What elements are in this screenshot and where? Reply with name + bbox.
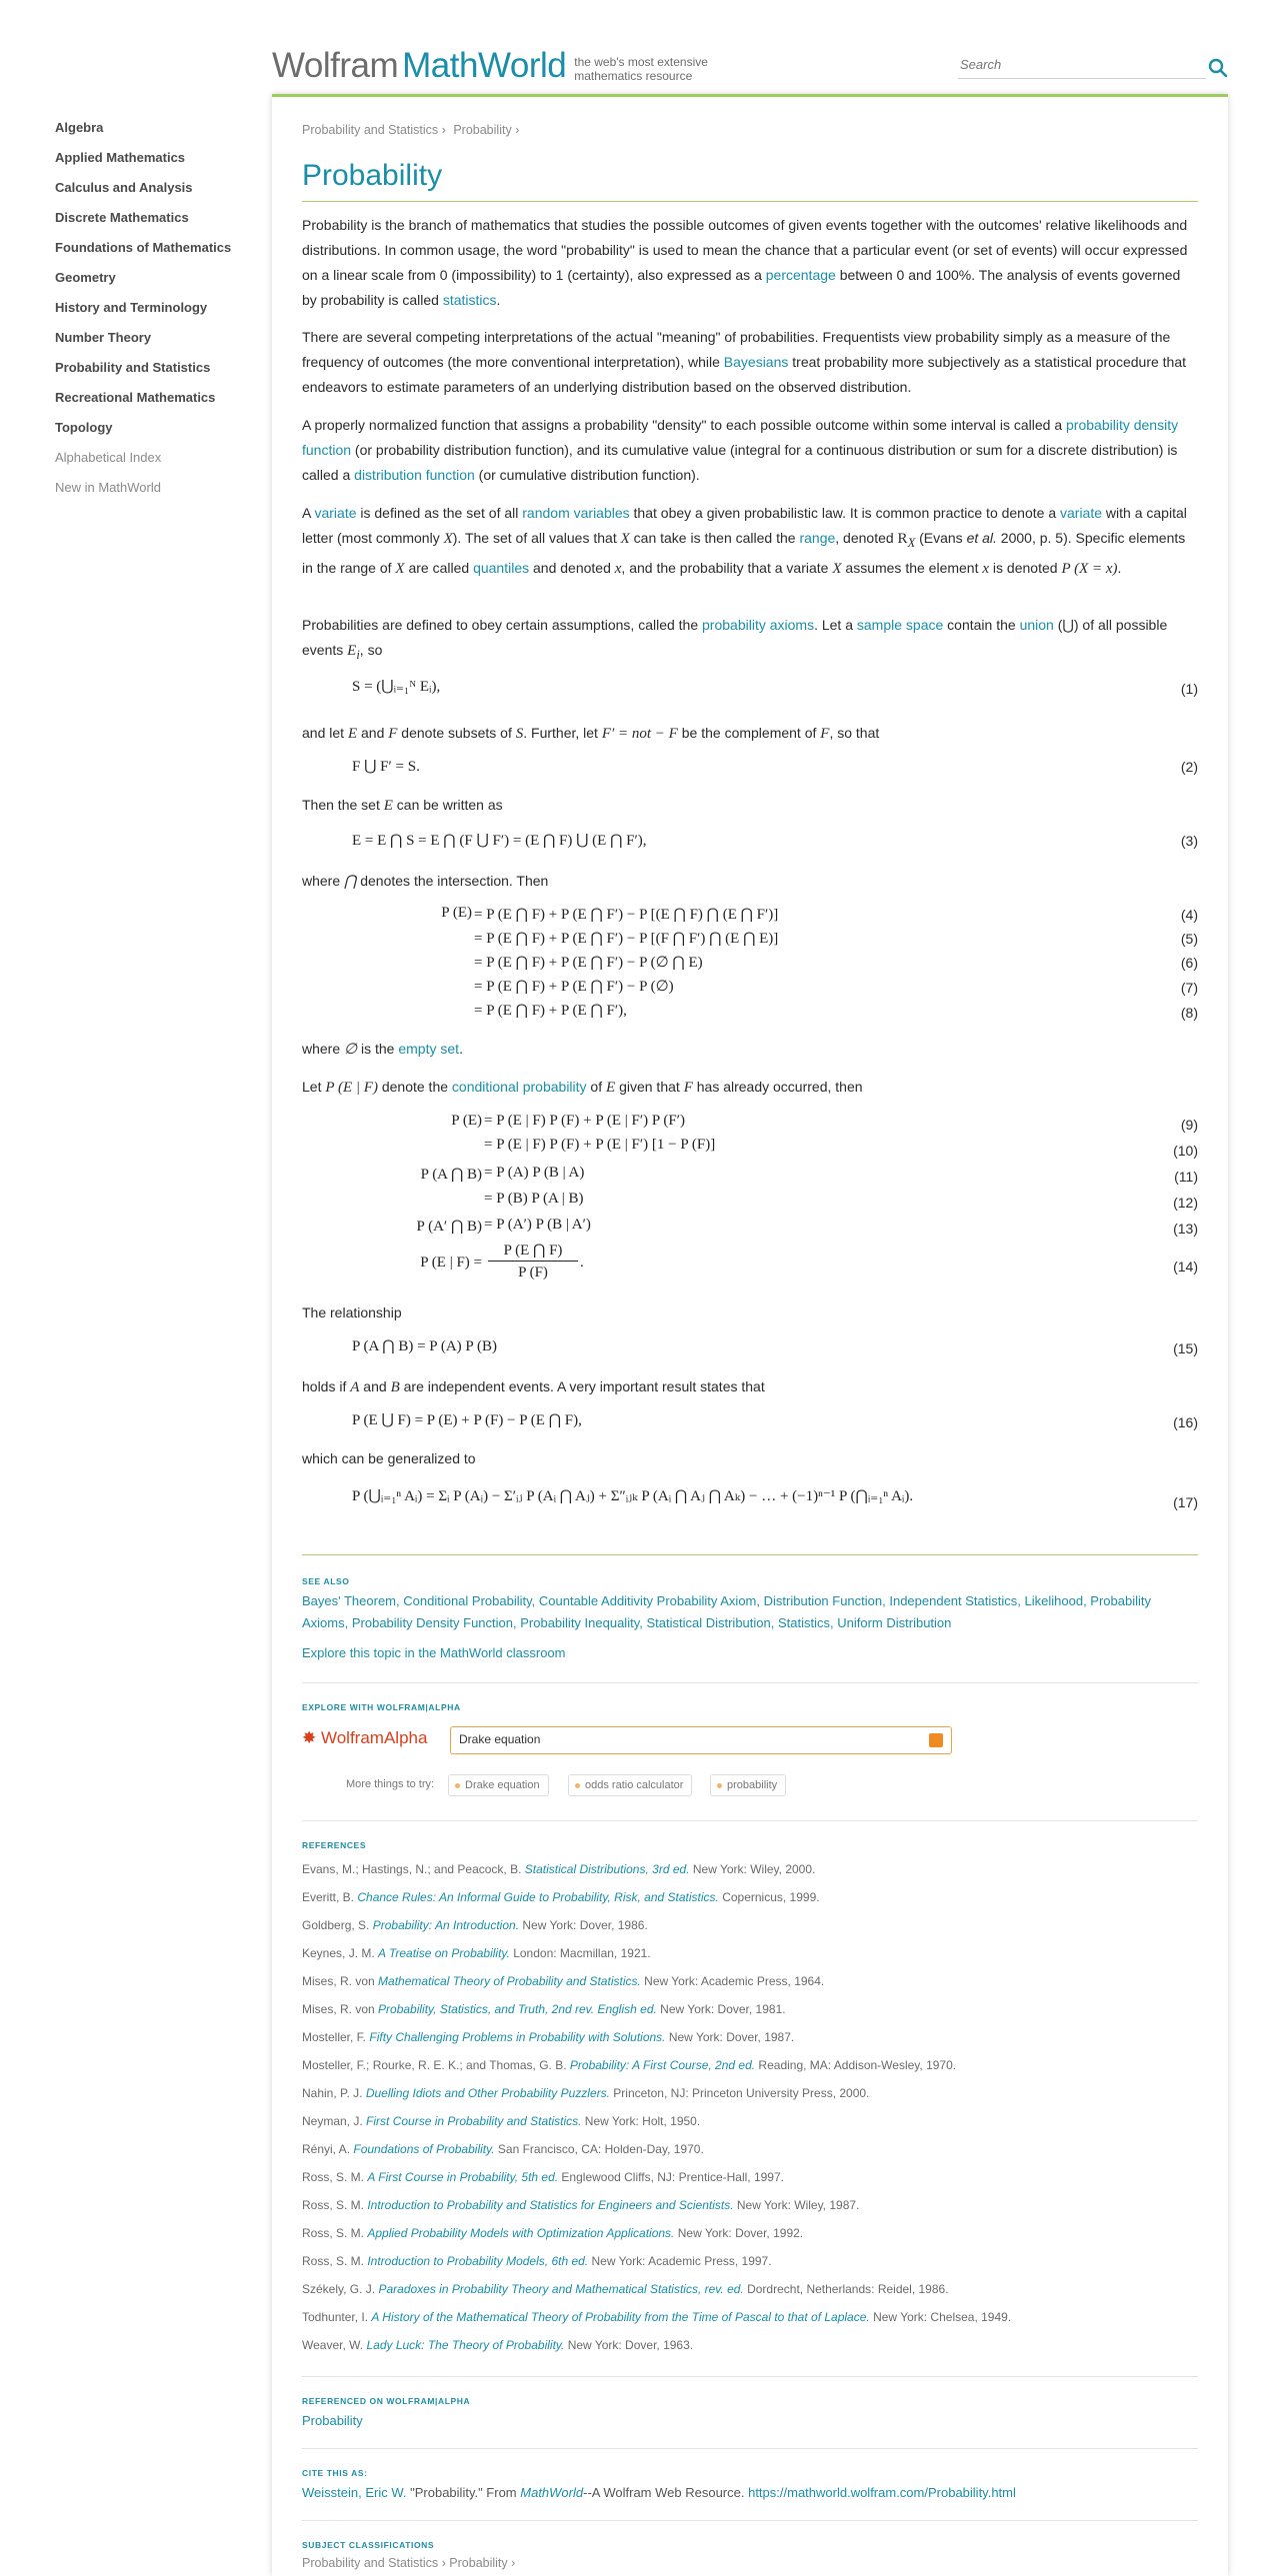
reference-title-link[interactable]: Foundations of Probability. (353, 2142, 495, 2156)
wolfram-alpha-heading: EXPLORE WITH WOLFRAM|ALPHA (302, 1702, 461, 1712)
see-also-link[interactable]: Conditional Probability (403, 1593, 532, 1608)
cite-author-link[interactable]: Weisstein, Eric W. (302, 2485, 407, 2500)
text: Probabilities are defined to obey certain assumptions, called the (302, 617, 703, 633)
text: assumes the element (841, 560, 983, 576)
link-variate[interactable]: variate (314, 505, 357, 521)
reference-author: Goldberg, S. (302, 1918, 373, 1932)
text: . Further, let (523, 725, 602, 741)
math-inline: E (347, 726, 358, 742)
math-inline: X (443, 531, 453, 547)
text-italic: et al. (966, 530, 997, 546)
equation-number: (12) (1173, 1195, 1198, 1211)
wolfram-alpha-logo[interactable] (302, 1728, 427, 1748)
equation-lhs: P (E) (441, 905, 472, 921)
link-range[interactable]: range (799, 530, 836, 546)
text: , denoted (835, 530, 898, 546)
wolfram-alpha-logo-text: WolframAlpha (320, 1728, 428, 1747)
text: and (357, 725, 389, 741)
paragraph-interpretations (302, 325, 1198, 400)
math-inline: x (614, 561, 622, 577)
sidebar-item-discrete-mathematics[interactable]: Discrete Mathematics (55, 210, 189, 225)
reference-item (302, 2310, 1011, 2324)
reference-title-link[interactable]: A First Course in Probability, 5th ed. (367, 2170, 559, 2184)
reference-item (302, 2254, 772, 2268)
reference-title-link[interactable]: Probability, Statistics, and Truth, 2nd rev. English ed. (378, 2002, 657, 2016)
reference-publisher: New York: Dover, 1981. (656, 2002, 786, 2016)
link-empty-set[interactable]: empty set (398, 1041, 460, 1057)
reference-publisher: New York: Holt, 1950. (581, 2114, 701, 2128)
equation-number: (17) (1173, 1494, 1198, 1510)
text: Then the set (302, 797, 384, 813)
text: and denoted (529, 560, 615, 576)
equation-1: S = (⋃ᵢ₌₁ᴺ Eᵢ), (352, 679, 441, 695)
sidebar-item-calculus-and-analysis[interactable]: Calculus and Analysis (55, 180, 193, 195)
equation-17: P (⋃ᵢ₌₁ⁿ Aᵢ) = Σᵢ P (Aᵢ) − Σ′ᵢⱼ P (Aᵢ ⋂ Aⱼ) + Σ″ᵢⱼₖ P (Aᵢ ⋂ Aⱼ ⋂ Aₖ) − … + (−1)ⁿ⁻¹ P (⋂ᵢ₌₁ⁿ Aᵢ). (352, 1488, 914, 1504)
math-inline: S (515, 726, 524, 742)
reference-title-link[interactable]: Lady Luck: The Theory of Probability. (366, 2338, 565, 2352)
text: is defined as the set of all (356, 505, 523, 521)
reference-title-link[interactable]: Introduction to Probability Models, 6th ed. (367, 2254, 589, 2268)
sidebar-item-history[interactable]: History and Terminology (55, 300, 208, 315)
search-box (958, 56, 1206, 79)
math-inline (897, 531, 916, 550)
reference-publisher: Dordrecht, Netherlands: Reidel, 1986. (743, 2282, 949, 2296)
math-subscript: X (907, 536, 916, 550)
see-also-link[interactable]: Probability Axioms (302, 1593, 1151, 1630)
reference-publisher: New York: Dover, 1986. (519, 1918, 648, 1932)
reference-item (302, 2114, 700, 2128)
sidebar (55, 118, 265, 508)
reference-author: Nahin, P. J. (302, 2086, 366, 2100)
text: has already occurred, then (692, 1079, 863, 1095)
reference-title-link[interactable]: Statistical Distributions, 3rd ed. (524, 1862, 690, 1876)
paragraph-set-e (302, 793, 1198, 819)
text: treat probability more subjectively as a statistical procedure that endeavors to estimate parameters of an underlying distribution based on the observed distribution. (302, 354, 1187, 395)
main-content (272, 94, 1228, 2576)
text: (⋃) of all possible events (302, 617, 1168, 658)
breadcrumb (302, 123, 523, 137)
reference-author: Ross, S. M. (302, 2198, 368, 2212)
equation-number: (15) (1173, 1340, 1198, 1356)
text: of (586, 1079, 607, 1095)
text: , and the probability that a variate (621, 560, 833, 576)
math-inline: ⋂ (344, 874, 357, 890)
equation-lhs: P (A ⋂ B) (420, 1167, 482, 1183)
reference-title-link[interactable]: Probability: An Introduction. (372, 1918, 520, 1932)
text: . Let a (814, 617, 857, 633)
equation-number: (8) (1180, 1005, 1198, 1021)
subject-heading: SUBJECT CLASSIFICATIONS (302, 2540, 435, 2550)
equation-rhs: = P (E | F) P (F) + P (E | F′) [1 − P (F)] (484, 1137, 716, 1153)
paragraph-relationship: The relationship (302, 1304, 402, 1320)
text: A (302, 505, 315, 521)
link-statistics[interactable]: statistics (442, 292, 497, 308)
math-inline: X (832, 561, 842, 577)
see-also-link[interactable]: Probability Density Function (351, 1615, 513, 1630)
text: and let (302, 725, 348, 741)
search-icon[interactable] (1208, 58, 1228, 78)
math-range-symbol: R (897, 531, 908, 547)
text: that obey a given probabilistic law. It is common practice to denote a (629, 505, 1060, 521)
paragraph-conditional (302, 1075, 1198, 1101)
tagline-line-1: the web's most extensive (574, 55, 708, 69)
breadcrumb-sep: › (515, 123, 520, 137)
text: There are several competing interpretations of the actual "meaning" of probabilities. Frequentists view probability simply as a measure of the frequency of outcomes (the more conventional interpretation), while (302, 329, 1171, 370)
text: and (359, 1378, 391, 1394)
site-logo[interactable] (272, 46, 708, 86)
text: , so that (829, 725, 880, 741)
reference-item (302, 1974, 824, 1988)
equation-lhs: P (E | F) = (420, 1255, 482, 1271)
section-divider (302, 1682, 1198, 1683)
text: is denoted (989, 560, 1062, 576)
equation-rhs: = P (E ⋂ F) + P (E ⋂ F′), (474, 1003, 627, 1019)
subject-breadcrumb: Probability and Statistics › Probability › (302, 2556, 516, 2570)
see-also-link[interactable]: Probability Inequality (520, 1615, 640, 1630)
section-divider (302, 1554, 1198, 1555)
reference-publisher: Princeton, NJ: Princeton University Press, 2000. (609, 2086, 870, 2100)
equation-rhs: = P (E ⋂ F) + P (E ⋂ F′) − P [(F ⋂ F′) ⋂ (E ⋂ E)] (474, 931, 779, 947)
paragraph-variate (302, 501, 1198, 582)
reference-publisher: New York: Wiley, 1987. (733, 2198, 860, 2212)
equation-numerator: P (E ⋂ F) (488, 1241, 578, 1262)
reference-publisher: New York: Academic Press, 1964. (640, 1974, 825, 1988)
referenced-on-link[interactable]: Probability (302, 2413, 363, 2428)
math-inline: P (E | F) (325, 1080, 378, 1096)
reference-publisher: San Francisco, CA: Holden-Day, 1970. (494, 2142, 704, 2156)
equation-lhs: P (E) (451, 1113, 482, 1129)
reference-item (302, 2058, 956, 2072)
reference-author: Everitt, B. (302, 1890, 358, 1904)
equation-number: (14) (1173, 1259, 1198, 1275)
equation-rhs: = P (A′) P (B | A′) (484, 1217, 591, 1233)
text: (or probability distribution function), and its cumulative value (integral for a continuous distribution or sum for a discrete distribution) is called a (302, 442, 1178, 483)
paragraph-subsets (302, 721, 1198, 747)
equation-denominator: P (F) (518, 1265, 548, 1281)
equation-rhs: = P (E | F) P (F) + P (E | F′) P (F′) (484, 1113, 686, 1129)
reference-item (302, 2030, 794, 2044)
reference-item (302, 1890, 820, 1904)
search-input[interactable] (958, 57, 1192, 72)
see-also-link[interactable]: Distribution Function (763, 1593, 883, 1608)
section-divider (302, 2376, 1198, 2377)
reference-author: Mosteller, F. (302, 2030, 370, 2044)
reference-item (302, 1862, 815, 1876)
math-symbol: E (347, 643, 357, 659)
equation-number: (7) (1180, 980, 1198, 996)
reference-item (302, 2002, 786, 2016)
text: . (496, 292, 501, 308)
sidebar-item-geometry[interactable]: Geometry (55, 270, 116, 285)
text: "Probability." From (406, 2485, 521, 2500)
reference-item (302, 2086, 869, 2100)
sidebar-item-probability-statistics[interactable]: Probability and Statistics (55, 360, 211, 375)
equation-number: (2) (1180, 759, 1198, 775)
more-things-label: More things to try: (346, 1778, 435, 1790)
math-inline: F′ = not − F (601, 726, 678, 742)
equation-number: (11) (1174, 1169, 1198, 1185)
see-also-links: Bayes' Theorem, Conditional Probability, Countable Additivity Probability Axiom, Distribution Function, Independent Statistics, Likelihood, Probability Axioms, Probability Density Function, Probability Inequality, Statistical Distribution, Statistics, Uniform Distribution (302, 1593, 1151, 1630)
math-inline: B (390, 1379, 400, 1395)
text: are called (404, 560, 474, 576)
wolfram-alpha-submit-button[interactable] (929, 1733, 943, 1747)
text: . (1117, 560, 1122, 576)
equation-number: (10) (1173, 1143, 1198, 1159)
cite-mathworld: MathWorld (520, 2485, 584, 2500)
paragraph-axioms (302, 613, 1198, 668)
wolfram-alpha-query-box (450, 1726, 952, 1754)
text: 2000, p. 5). Specific elements in the range of (302, 530, 1186, 576)
reference-title-link[interactable]: Introduction to Probability and Statistics for Engineers and Scientists. (367, 2198, 734, 2212)
reference-item (302, 1918, 648, 1932)
wolfram-alpha-star-icon: ✸ (302, 1728, 317, 1747)
breadcrumb-probability[interactable]: Probability (453, 123, 512, 137)
reference-title-link[interactable]: Fifty Challenging Problems in Probability with Solutions. (369, 2030, 666, 2044)
sidebar-item-foundations[interactable]: Foundations of Mathematics (55, 240, 232, 255)
see-also-link[interactable]: Bayes' Theorem (302, 1593, 397, 1608)
math-inline: ∅ (344, 1042, 358, 1058)
sidebar-item-applied-mathematics[interactable]: Applied Mathematics (55, 150, 186, 165)
paragraph-empty-set (302, 1037, 1198, 1063)
sidebar-item-algebra[interactable]: Algebra (55, 120, 104, 135)
text: are independent events. A very important result states that (399, 1378, 765, 1394)
link-probability-axioms[interactable]: probability axioms (702, 617, 815, 633)
reference-title-link[interactable]: Applied Probability Models with Optimization Applications. (367, 2226, 675, 2240)
text: (or cumulative distribution function). (474, 467, 700, 483)
math-inline: X (620, 531, 630, 547)
math-inline: E (383, 798, 393, 814)
classroom-link[interactable]: Explore this topic in the MathWorld classroom (302, 1645, 566, 1660)
see-also-link[interactable]: Statistical Distribution (646, 1615, 771, 1630)
reference-author: Neyman, J. (302, 2114, 367, 2128)
reference-publisher: New York: Dover, 1987. (665, 2030, 795, 2044)
equation-number: (13) (1173, 1221, 1198, 1237)
equation-rhs: = P (B) P (A | B) (484, 1191, 584, 1207)
reference-publisher: New York: Chelsea, 1949. (869, 2310, 1012, 2324)
reference-author: Weaver, W. (302, 2338, 367, 2352)
text: Let (302, 1079, 326, 1095)
cite-url-link[interactable]: https://mathworld.wolfram.com/Probability.html (748, 2485, 1016, 2500)
sidebar-item-alphabetical-index[interactable]: Alphabetical Index (55, 450, 162, 465)
paragraph-intersection (302, 869, 1198, 895)
section-divider (302, 2520, 1198, 2521)
text: where (302, 1041, 345, 1057)
reference-author: Evans, M.; Hastings, N.; and Peacock, B. (302, 1862, 525, 1876)
math-inline: P (X = x) (1061, 561, 1118, 577)
reference-publisher: Copernicus, 1999. (718, 1890, 820, 1904)
equation-3: E = E ⋂ S = E ⋂ (F ⋃ F′) = (E ⋂ F) ⋃ (E ⋂ F′), (352, 833, 647, 849)
text: be the complement of (677, 725, 821, 741)
link-union[interactable]: union (1019, 617, 1054, 633)
references-heading: REFERENCES (302, 1840, 367, 1850)
equation-rhs: = P (A) P (B | A) (484, 1165, 585, 1181)
reference-item (302, 2338, 693, 2352)
equation-2: F ⋃ F′ = S. (352, 759, 420, 775)
reference-author: Mises, R. von (302, 2002, 379, 2016)
text: --A Wolfram Web Resource. (583, 2485, 749, 2500)
reference-item (302, 2142, 704, 2156)
text: where (302, 873, 345, 889)
text: denotes the intersection. Then (356, 873, 549, 889)
sidebar-item-topology[interactable]: Topology (55, 420, 113, 435)
subject-link[interactable]: Probability (449, 2556, 508, 2570)
math-inline: x (982, 561, 990, 577)
reference-publisher: London: Macmillan, 1921. (509, 1946, 651, 1960)
logo-wolfram: Wolfram (272, 46, 399, 85)
cite-heading: CITE THIS AS: (302, 2468, 368, 2478)
reference-title-link[interactable]: A Treatise on Probability. (378, 1946, 510, 1960)
reference-author: Keynes, J. M. (302, 1946, 379, 1960)
see-also-link[interactable]: Statistics (777, 1615, 830, 1630)
equation-rhs: = P (E ⋂ F) + P (E ⋂ F′) − P (∅ ⋂ E) (474, 955, 703, 971)
link-random-variables[interactable]: random variables (522, 505, 630, 521)
reference-author: Todhunter, I. (302, 2310, 372, 2324)
section-divider (302, 1820, 1198, 1821)
reference-title-link[interactable]: Paradoxes in Probability Theory and Mathematical Statistics, rev. ed. (378, 2282, 744, 2296)
math-subscript: i (356, 648, 360, 662)
reference-item (302, 2170, 784, 2184)
link-percentage[interactable]: percentage (765, 267, 836, 283)
equation-number: (1) (1180, 681, 1198, 697)
paragraph-density (302, 413, 1198, 488)
title-divider (302, 201, 1198, 202)
math-inline: F (820, 726, 830, 742)
reference-title-link[interactable]: Chance Rules: An Informal Guide to Probability, Risk, and Statistics. (357, 1890, 719, 1904)
reference-publisher: New York: Wiley, 2000. (689, 1862, 816, 1876)
equation-tail: . (580, 1255, 584, 1271)
text: A properly normalized function that assigns a probability "density" to each possible outcome within some interval is called a (302, 417, 1067, 433)
text: contain the (943, 617, 1020, 633)
reference-title-link[interactable]: Duelling Idiots and Other Probability Puzzlers. (365, 2086, 610, 2100)
reference-title-link[interactable]: First Course in Probability and Statistics. (366, 2114, 582, 2128)
link-sample-space[interactable]: sample space (856, 617, 944, 633)
reference-publisher: New York: Dover, 1963. (564, 2338, 694, 2352)
sidebar-item-new-in-mathworld[interactable]: New in MathWorld (55, 480, 161, 495)
suggestion-chip[interactable]: probability (710, 1774, 786, 1796)
text: given that (615, 1079, 684, 1095)
math-inline: F (388, 726, 398, 742)
text: denote the (377, 1079, 452, 1095)
reference-item (302, 1946, 651, 1960)
reference-publisher: Englewood Cliffs, NJ: Prentice-Hall, 1997. (558, 2170, 784, 2184)
breadcrumb-sep: › (441, 123, 446, 137)
equation-rhs: = P (E ⋂ F) + P (E ⋂ F′) − P [(E ⋂ F) ⋂ (E ⋂ F′)] (474, 907, 779, 923)
suggestion-chip[interactable]: odds ratio calculator (568, 1774, 692, 1796)
reference-author: Ross, S. M. (302, 2226, 368, 2240)
link-quantiles[interactable]: quantiles (473, 560, 530, 576)
text: , so (359, 642, 383, 658)
link-variate-2[interactable]: variate (1060, 505, 1103, 521)
equation-number: (9) (1180, 1117, 1198, 1133)
link-bayesians[interactable]: Bayesians (723, 354, 789, 370)
reference-item (302, 2226, 803, 2240)
reference-item (302, 2282, 949, 2296)
reference-author: Ross, S. M. (302, 2254, 368, 2268)
equation-number: (16) (1173, 1414, 1198, 1430)
paragraph-independent (302, 1374, 1198, 1400)
see-also-link[interactable]: Uniform Distribution (837, 1615, 952, 1630)
text: denote subsets of (397, 725, 516, 741)
see-also-link[interactable]: Independent Statistics (889, 1593, 1018, 1608)
paragraph-generalized: which can be generalized to (302, 1450, 476, 1466)
equation-number: (6) (1180, 955, 1198, 971)
equation-rhs: = P (E ⋂ F) + P (E ⋂ F′) − P (∅) (474, 979, 674, 995)
subject-link[interactable]: Probability and Statistics (302, 2556, 439, 2570)
equation-15: P (A ⋂ B) = P (A) P (B) (352, 1338, 497, 1354)
reference-item (302, 2198, 859, 2212)
text: ). The set of all values that (452, 530, 621, 546)
equation-number: (5) (1180, 931, 1198, 947)
see-also-heading: SEE ALSO (302, 1576, 350, 1586)
math-inline: E (606, 1080, 616, 1096)
see-also-link[interactable]: Countable Additivity Probability Axiom (538, 1593, 757, 1608)
text: can be written as (392, 797, 503, 813)
equation-lhs: P (A′ ⋂ B) (416, 1219, 482, 1235)
link-distribution-function[interactable]: distribution function (354, 467, 475, 483)
text: (Evans (915, 530, 967, 546)
text: can take is then called the (629, 530, 800, 546)
reference-title-link[interactable]: Mathematical Theory of Probability and Statistics. (378, 1974, 641, 1988)
suggestion-chip[interactable]: Drake equation (448, 1774, 549, 1796)
equation-16: P (E ⋃ F) = P (E) + P (F) − P (E ⋂ F), (352, 1412, 582, 1428)
citation (302, 2482, 1198, 2504)
text: Probability is the branch of mathematics that studies the possible outcomes of given events together with the outcomes' relative likelihoods and distributions. In common usage, the word "probability" is used to mean the chance that a particular event (or set of events) will occur expressed on a linear scale from 0 (impossibility) to 1 (certainty), also expressed as a (302, 217, 1188, 283)
reference-title-link[interactable]: Probability: A First Course, 2nd ed. (569, 2058, 756, 2072)
section-divider (302, 2448, 1198, 2449)
see-also-link[interactable]: Likelihood (1024, 1593, 1084, 1608)
wolfram-alpha-input[interactable] (451, 1727, 887, 1751)
text: is the (357, 1041, 399, 1057)
referenced-on-heading: REFERENCED ON WOLFRAM|ALPHA (302, 2396, 471, 2406)
math-inline: A (350, 1379, 360, 1395)
math-inline (347, 643, 360, 662)
reference-author: Mosteller, F.; Rourke, R. E. K.; and Thomas, G. B. (302, 2058, 570, 2072)
link-probability-density-function[interactable]: probability density function (302, 417, 1179, 458)
logo-mathworld: MathWorld (402, 46, 567, 85)
paragraph-intro (302, 213, 1198, 313)
reference-author: Mises, R. von (302, 1974, 379, 1988)
equation-number: (3) (1180, 833, 1198, 849)
reference-publisher: Reading, MA: Addison-Wesley, 1970. (755, 2058, 957, 2072)
math-inline: F (683, 1080, 693, 1096)
reference-author: Rényi, A. (302, 2142, 354, 2156)
text: . (459, 1041, 463, 1057)
text: holds if (302, 1378, 351, 1394)
logo-tagline (574, 55, 708, 83)
sidebar-item-number-theory[interactable]: Number Theory (55, 330, 152, 345)
tagline-line-2: mathematics resource (574, 69, 693, 83)
math-inline: X (395, 561, 405, 577)
breadcrumb-probability-statistics[interactable]: Probability and Statistics (302, 123, 439, 137)
link-conditional-probability[interactable]: conditional probability (451, 1079, 587, 1095)
reference-publisher: New York: Academic Press, 1997. (588, 2254, 772, 2268)
sidebar-item-recreational[interactable]: Recreational Mathematics (55, 390, 216, 405)
text: between 0 and 100%. The analysis of events governed by probability is called (302, 267, 1181, 308)
text: with a capital letter (most commonly (302, 505, 1187, 546)
reference-author: Ross, S. M. (302, 2170, 368, 2184)
page-title: Probability (302, 159, 443, 192)
reference-author: Székely, G. J. (302, 2282, 379, 2296)
reference-title-link[interactable]: A History of the Mathematical Theory of Probability from the Time of Pascal to that of Laplace. (371, 2310, 870, 2324)
reference-publisher: New York: Dover, 1992. (674, 2226, 804, 2240)
equation-number: (4) (1180, 907, 1198, 923)
